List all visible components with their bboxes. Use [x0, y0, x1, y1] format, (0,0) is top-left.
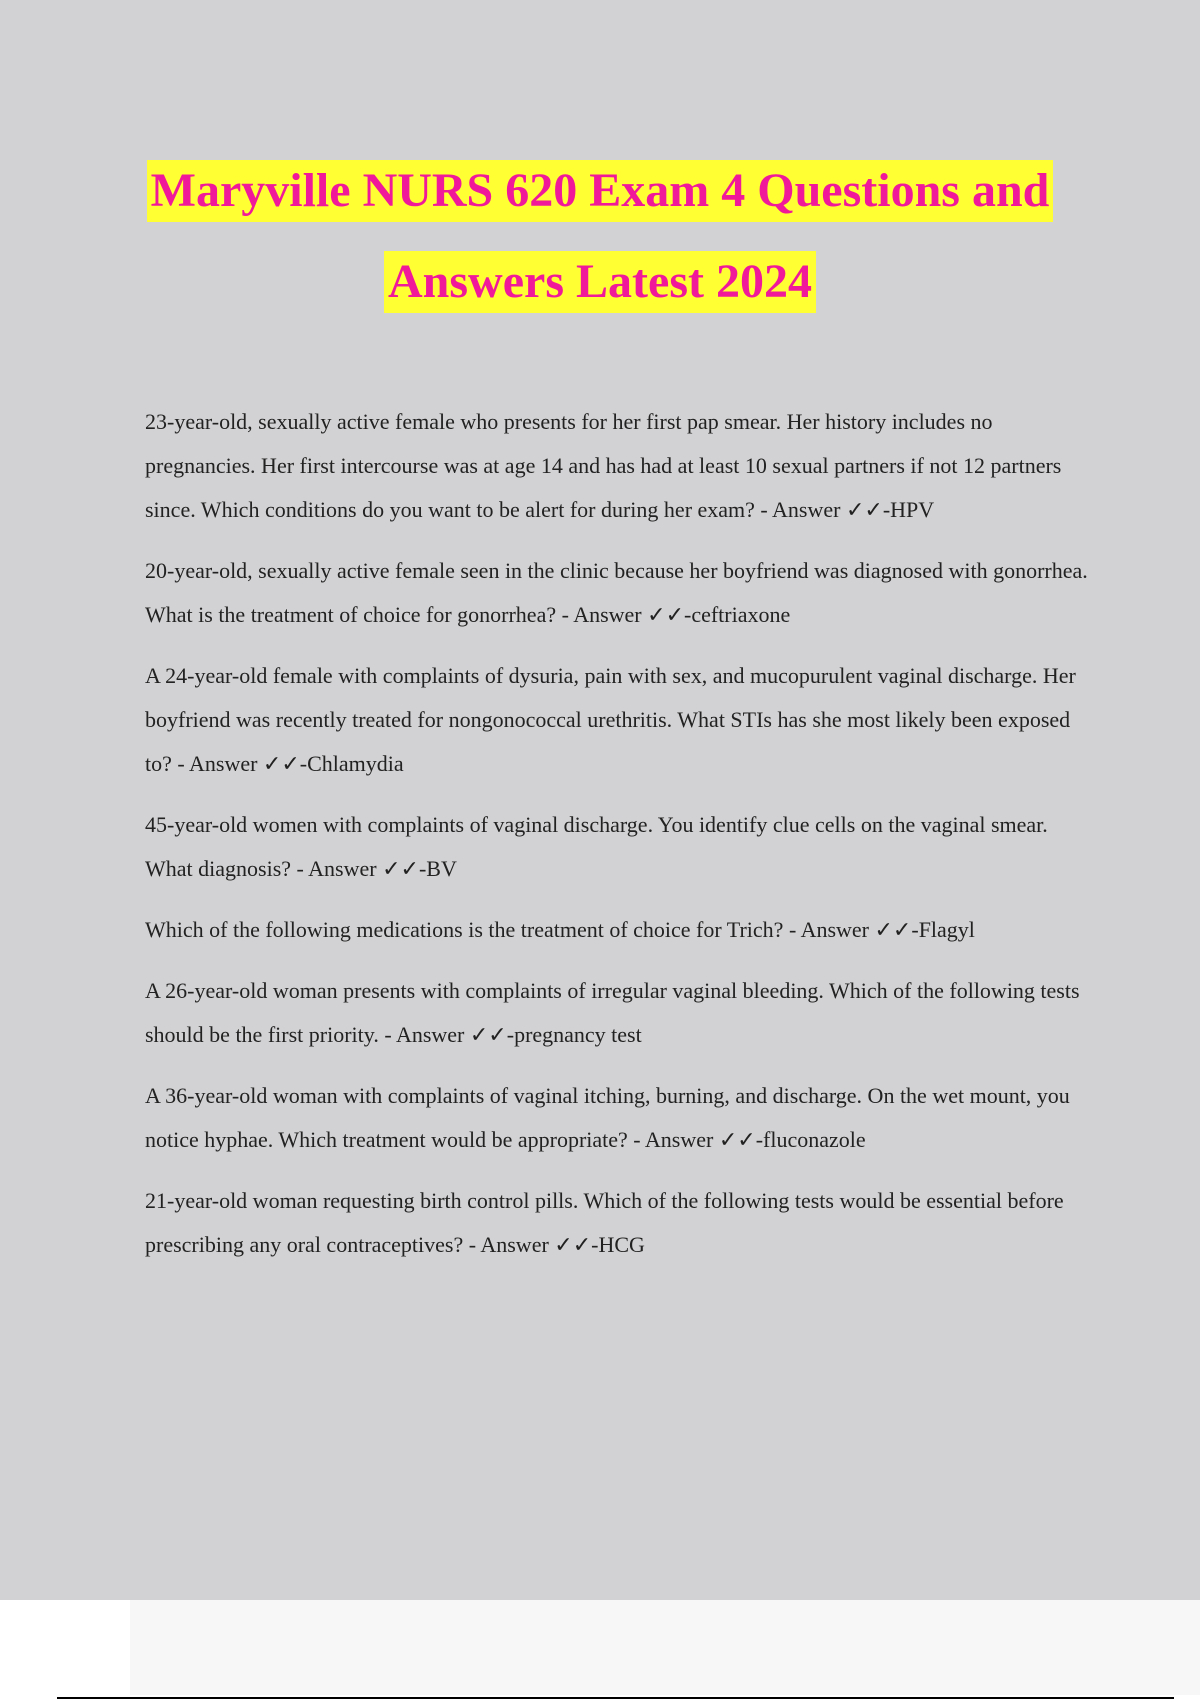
- title-line-1: Maryville NURS 620 Exam 4 Questions and: [147, 160, 1054, 222]
- answer-check-marker: - Answer ✓✓-: [783, 917, 919, 942]
- document-title: [0, 160, 1200, 313]
- question-text: A 36-year-old woman with complaints of vaginal itching, burning, and discharge. On the wet mount, you notice hyphae. Which treatment would be appropriate?: [145, 1083, 1070, 1152]
- question-text: 20-year-old, sexually active female seen in the clinic because her boyfriend was diagnosed with gonorrhea. What is the treatment of choice for gonorrhea?: [145, 558, 1088, 627]
- answer-check-marker: - Answer ✓✓-: [378, 1022, 515, 1047]
- qa-item: [145, 969, 1090, 1057]
- answer-check-marker: - Answer ✓✓-: [171, 751, 308, 776]
- answer-text: ceftriaxone: [691, 602, 791, 627]
- question-text: 21-year-old woman requesting birth control pills. Which of the following tests would be essential before prescribing any oral contraceptives?: [145, 1188, 1064, 1257]
- answer-text: Chlamydia: [307, 751, 404, 776]
- qa-item: [145, 1074, 1090, 1162]
- answer-text: fluconazole: [763, 1127, 866, 1152]
- answer-check-marker: - Answer ✓✓-: [754, 497, 891, 522]
- answer-text: pregnancy test: [514, 1022, 642, 1047]
- answer-check-marker: - Answer ✓✓-: [627, 1127, 764, 1152]
- question-text: Which of the following medications is the treatment of choice for Trich?: [145, 917, 784, 942]
- answer-text: BV: [426, 856, 457, 881]
- answer-check-marker: - Answer ✓✓-: [556, 602, 692, 627]
- qa-item: [145, 654, 1090, 786]
- page-footer-area: [130, 1600, 1200, 1695]
- question-text: 23-year-old, sexually active female who presents for her first pap smear. Her history includes no pregnancies. Her first intercourse was at age 14 and has had at least 10 sexual partners if not 12 partners since. Which conditions do you want to be alert for during her exam?: [145, 409, 1062, 522]
- answer-check-marker: - Answer ✓✓-: [463, 1232, 599, 1257]
- question-text: A 26-year-old woman presents with complaints of irregular vaginal bleeding. Which of the following tests should be the first priority.: [145, 978, 1080, 1047]
- answer-text: Flagyl: [918, 917, 975, 942]
- qa-item: [145, 549, 1090, 637]
- question-answer-list: [145, 400, 1090, 1284]
- qa-item: [145, 908, 1090, 952]
- answer-text: HCG: [598, 1232, 645, 1257]
- page-divider-line: [57, 1697, 1174, 1699]
- question-text: A 24-year-old female with complaints of dysuria, pain with sex, and mucopurulent vaginal discharge. Her boyfriend was recently treated for nongonococcal urethritis. What STIs has she most likely been exposed to?: [145, 663, 1076, 776]
- question-text: 45-year-old women with complaints of vaginal discharge. You identify clue cells on the vaginal smear. What diagnosis?: [145, 812, 1048, 881]
- qa-item: [145, 1179, 1090, 1267]
- answer-check-marker: - Answer ✓✓-: [291, 856, 427, 881]
- answer-text: HPV: [890, 497, 935, 522]
- qa-item: [145, 400, 1090, 532]
- title-line-2: Answers Latest 2024: [384, 251, 816, 313]
- qa-item: [145, 803, 1090, 891]
